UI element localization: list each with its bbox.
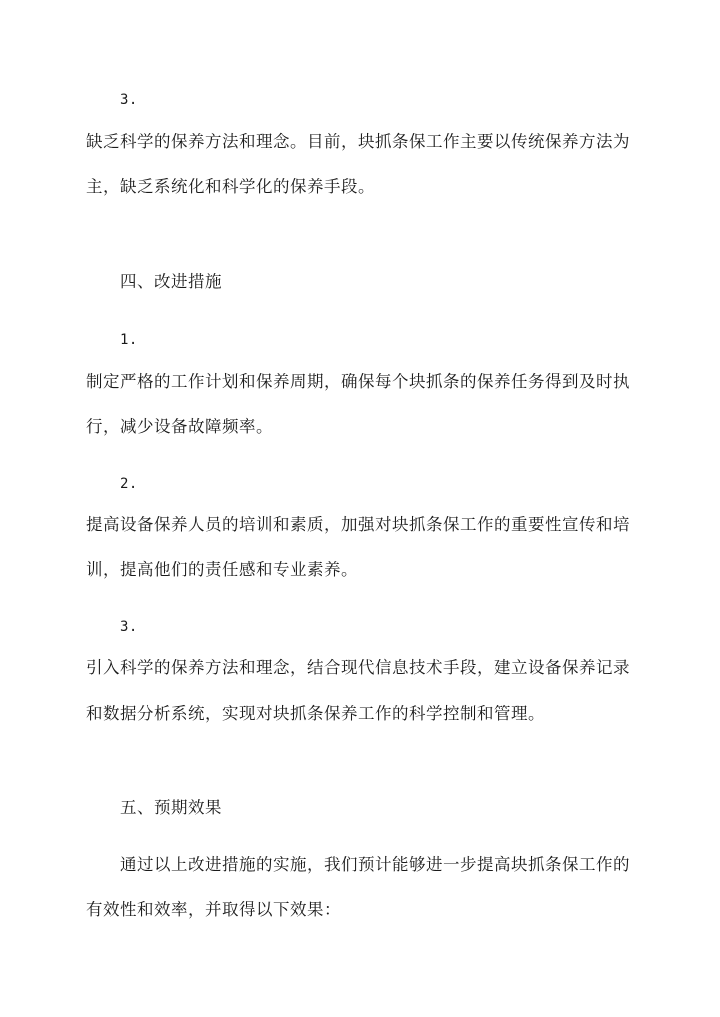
item-text-line: 行，减少设备故障频率。: [86, 417, 273, 436]
item-text-line: 主，缺乏系统化和科学化的保养手段。: [86, 177, 375, 196]
item-text-line: 提高设备保养人员的培训和素质，加强对块抓条保工作的重要性宣传和培: [86, 515, 630, 534]
paragraph-line: 有效性和效率，并取得以下效果：: [86, 900, 341, 919]
item-number: 2.: [120, 476, 138, 492]
item-number: 3.: [120, 619, 138, 635]
item-text-line: 制定严格的工作计划和保养周期，确保每个块抓条的保养任务得到及时执: [86, 372, 630, 391]
item-number: 1.: [120, 332, 138, 348]
section-heading: 四、改进措施: [120, 272, 222, 291]
item-text-line: 引入科学的保养方法和理念，结合现代信息技术手段，建立设备保养记录: [86, 658, 630, 677]
item-text-line: 缺乏科学的保养方法和理念。目前，块抓条保工作主要以传统保养方法为: [86, 132, 630, 151]
section-heading: 五、预期效果: [120, 798, 222, 817]
paragraph-line: 通过以上改进措施的实施，我们预计能够进一步提高块抓条保工作的: [120, 855, 630, 874]
item-text-line: 训，提高他们的责任感和专业素养。: [86, 560, 358, 579]
item-text-line: 和数据分析系统，实现对块抓条保养工作的科学控制和管理。: [86, 704, 545, 723]
item-number: 3.: [120, 92, 138, 108]
